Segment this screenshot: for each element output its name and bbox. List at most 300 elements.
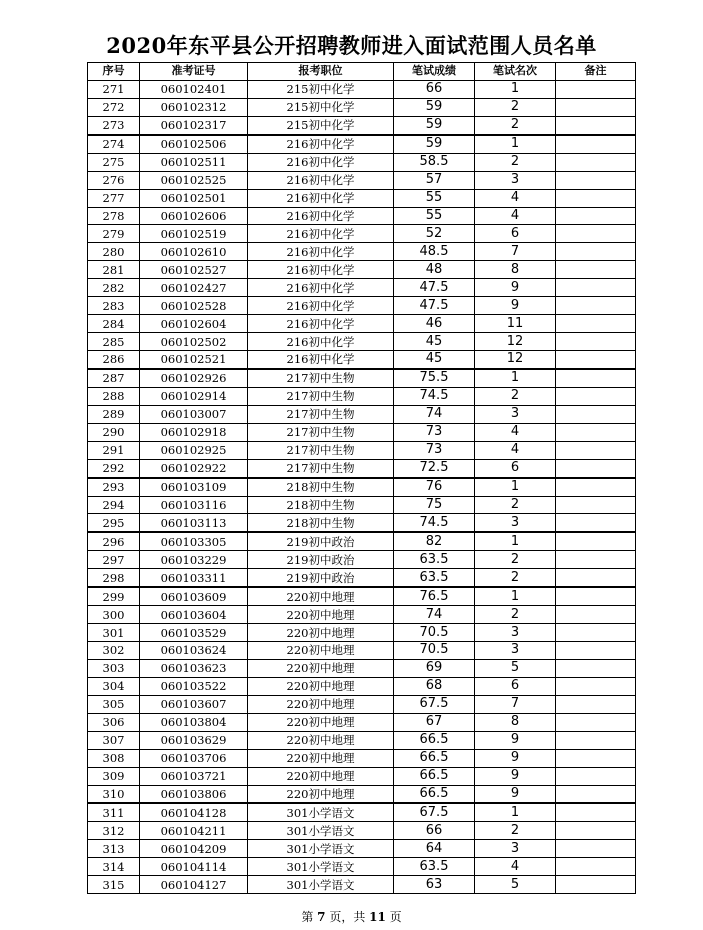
table-row <box>88 858 636 876</box>
cell-score: 48 <box>394 261 475 279</box>
cell-note <box>556 225 636 243</box>
cell-position: 220初中地理 <box>248 731 394 749</box>
cell-position: 216初中化学 <box>248 171 394 189</box>
cell-position: 215初中化学 <box>248 116 394 134</box>
cell-score: 76.5 <box>394 587 475 605</box>
cell-rank: 2 <box>475 496 556 514</box>
cell-note <box>556 713 636 731</box>
cell-note <box>556 369 636 387</box>
cell-note <box>556 441 636 459</box>
cell-note <box>556 514 636 532</box>
cell-position: 216初中化学 <box>248 207 394 225</box>
cell-rank: 3 <box>475 405 556 423</box>
table-row <box>88 642 636 660</box>
cell-position: 217初中生物 <box>248 459 394 477</box>
cell-exam-id: 060102502 <box>140 333 248 351</box>
cell-position: 216初中化学 <box>248 243 394 261</box>
cell-score: 63 <box>394 876 475 894</box>
cell-score: 46 <box>394 315 475 333</box>
cell-rank: 1 <box>475 532 556 550</box>
table-row <box>88 731 636 749</box>
cell-rank: 6 <box>475 677 556 695</box>
cell-position: 216初中化学 <box>248 351 394 369</box>
cell-exam-id: 060103311 <box>140 569 248 587</box>
cell-score: 74 <box>394 405 475 423</box>
cell-rank: 2 <box>475 606 556 624</box>
cell-position: 216初中化学 <box>248 135 394 153</box>
cell-seq: 280 <box>88 243 140 261</box>
cell-seq: 306 <box>88 713 140 731</box>
cell-rank: 7 <box>475 695 556 713</box>
cell-score: 66 <box>394 822 475 840</box>
table-row <box>88 135 636 153</box>
cell-position: 301小学语文 <box>248 840 394 858</box>
cell-score: 68 <box>394 677 475 695</box>
cell-rank: 1 <box>475 803 556 821</box>
cell-position: 220初中地理 <box>248 642 394 660</box>
table-row <box>88 695 636 713</box>
cell-position: 219初中政治 <box>248 532 394 550</box>
cell-note <box>556 731 636 749</box>
header-score: 笔试成绩 <box>394 63 475 81</box>
cell-rank: 9 <box>475 731 556 749</box>
cell-score: 70.5 <box>394 624 475 642</box>
cell-seq: 310 <box>88 785 140 803</box>
cell-exam-id: 060102525 <box>140 171 248 189</box>
cell-note <box>556 351 636 369</box>
cell-note <box>556 551 636 569</box>
cell-seq: 286 <box>88 351 140 369</box>
footer-prefix: 第 <box>301 910 318 924</box>
cell-position: 215初中化学 <box>248 98 394 116</box>
cell-seq: 272 <box>88 98 140 116</box>
cell-position: 301小学语文 <box>248 822 394 840</box>
cell-exam-id: 060102401 <box>140 80 248 98</box>
cell-note <box>556 587 636 605</box>
cell-seq: 309 <box>88 767 140 785</box>
table-row <box>88 369 636 387</box>
cell-score: 55 <box>394 189 475 207</box>
cell-position: 218初中生物 <box>248 496 394 514</box>
cell-seq: 299 <box>88 587 140 605</box>
cell-score: 64 <box>394 840 475 858</box>
cell-rank: 4 <box>475 423 556 441</box>
cell-score: 59 <box>394 98 475 116</box>
cell-seq: 308 <box>88 749 140 767</box>
table-row <box>88 459 636 477</box>
cell-exam-id: 060103109 <box>140 478 248 496</box>
table-row <box>88 207 636 225</box>
table-row <box>88 297 636 315</box>
cell-rank: 1 <box>475 478 556 496</box>
cell-score: 63.5 <box>394 569 475 587</box>
table-row <box>88 624 636 642</box>
cell-seq: 277 <box>88 189 140 207</box>
cell-score: 73 <box>394 441 475 459</box>
cell-rank: 11 <box>475 315 556 333</box>
cell-note <box>556 606 636 624</box>
cell-seq: 275 <box>88 153 140 171</box>
table-row <box>88 478 636 496</box>
cell-position: 220初中地理 <box>248 624 394 642</box>
cell-rank: 1 <box>475 369 556 387</box>
table-row <box>88 116 636 134</box>
cell-seq: 307 <box>88 731 140 749</box>
cell-score: 74 <box>394 606 475 624</box>
results-table <box>87 62 636 894</box>
cell-seq: 301 <box>88 624 140 642</box>
cell-position: 219初中政治 <box>248 551 394 569</box>
cell-seq: 305 <box>88 695 140 713</box>
table-row <box>88 532 636 550</box>
cell-position: 217初中生物 <box>248 369 394 387</box>
cell-exam-id: 060103007 <box>140 405 248 423</box>
cell-note <box>556 532 636 550</box>
cell-seq: 279 <box>88 225 140 243</box>
cell-note <box>556 207 636 225</box>
cell-position: 216初中化学 <box>248 189 394 207</box>
table-row <box>88 387 636 405</box>
table-row <box>88 659 636 677</box>
cell-position: 217初中生物 <box>248 423 394 441</box>
cell-exam-id: 060102604 <box>140 315 248 333</box>
cell-rank: 9 <box>475 767 556 785</box>
cell-score: 76 <box>394 478 475 496</box>
cell-exam-id: 060102519 <box>140 225 248 243</box>
table-row <box>88 351 636 369</box>
cell-exam-id: 060102528 <box>140 297 248 315</box>
cell-rank: 3 <box>475 840 556 858</box>
table-row <box>88 171 636 189</box>
cell-rank: 3 <box>475 624 556 642</box>
header-note: 备注 <box>556 63 636 81</box>
cell-seq: 273 <box>88 116 140 134</box>
table-row <box>88 261 636 279</box>
cell-position: 218初中生物 <box>248 478 394 496</box>
cell-score: 59 <box>394 116 475 134</box>
cell-exam-id: 060102925 <box>140 441 248 459</box>
cell-exam-id: 060103629 <box>140 731 248 749</box>
cell-seq: 302 <box>88 642 140 660</box>
header-seq: 序号 <box>88 63 140 81</box>
cell-note <box>556 677 636 695</box>
cell-exam-id: 060103623 <box>140 659 248 677</box>
table-row <box>88 243 636 261</box>
cell-position: 218初中生物 <box>248 514 394 532</box>
cell-score: 47.5 <box>394 279 475 297</box>
cell-note <box>556 767 636 785</box>
cell-position: 220初中地理 <box>248 695 394 713</box>
cell-note <box>556 496 636 514</box>
cell-rank: 9 <box>475 279 556 297</box>
footer-page-number: 7 <box>317 910 326 924</box>
cell-score: 75.5 <box>394 369 475 387</box>
cell-seq: 315 <box>88 876 140 894</box>
cell-note <box>556 171 636 189</box>
cell-exam-id: 060104114 <box>140 858 248 876</box>
cell-note <box>556 749 636 767</box>
cell-rank: 1 <box>475 587 556 605</box>
header-position: 报考职位 <box>248 63 394 81</box>
cell-rank: 8 <box>475 713 556 731</box>
cell-seq: 293 <box>88 478 140 496</box>
cell-note <box>556 785 636 803</box>
cell-note <box>556 423 636 441</box>
cell-seq: 298 <box>88 569 140 587</box>
cell-note <box>556 459 636 477</box>
cell-exam-id: 060102914 <box>140 387 248 405</box>
table-row <box>88 496 636 514</box>
cell-seq: 285 <box>88 333 140 351</box>
cell-rank: 5 <box>475 876 556 894</box>
cell-note <box>556 333 636 351</box>
cell-position: 217初中生物 <box>248 387 394 405</box>
cell-exam-id: 060103806 <box>140 785 248 803</box>
page-title: 2020年东平县公开招聘教师进入面试范围人员名单 <box>106 33 597 58</box>
table-row <box>88 441 636 459</box>
table-row <box>88 405 636 423</box>
cell-position: 301小学语文 <box>248 803 394 821</box>
cell-note <box>556 624 636 642</box>
cell-score: 74.5 <box>394 514 475 532</box>
cell-exam-id: 060102427 <box>140 279 248 297</box>
cell-note <box>556 189 636 207</box>
cell-score: 67 <box>394 713 475 731</box>
cell-exam-id: 060102926 <box>140 369 248 387</box>
cell-position: 217初中生物 <box>248 405 394 423</box>
cell-score: 69 <box>394 659 475 677</box>
cell-score: 67.5 <box>394 695 475 713</box>
cell-rank: 3 <box>475 642 556 660</box>
table-header-row <box>88 63 636 81</box>
cell-seq: 296 <box>88 532 140 550</box>
cell-rank: 3 <box>475 171 556 189</box>
cell-exam-id: 060102610 <box>140 243 248 261</box>
cell-score: 47.5 <box>394 297 475 315</box>
cell-score: 52 <box>394 225 475 243</box>
cell-note <box>556 695 636 713</box>
cell-note <box>556 315 636 333</box>
cell-position: 217初中生物 <box>248 441 394 459</box>
table-row <box>88 587 636 605</box>
table-row <box>88 822 636 840</box>
cell-score: 73 <box>394 423 475 441</box>
cell-position: 220初中地理 <box>248 659 394 677</box>
cell-position: 216初中化学 <box>248 153 394 171</box>
cell-position: 219初中政治 <box>248 569 394 587</box>
header-exam-id: 准考证号 <box>140 63 248 81</box>
cell-exam-id: 060104127 <box>140 876 248 894</box>
cell-rank: 4 <box>475 207 556 225</box>
table-row <box>88 551 636 569</box>
cell-score: 72.5 <box>394 459 475 477</box>
cell-exam-id: 060102317 <box>140 116 248 134</box>
cell-exam-id: 060102527 <box>140 261 248 279</box>
cell-position: 216初中化学 <box>248 225 394 243</box>
cell-position: 216初中化学 <box>248 297 394 315</box>
cell-note <box>556 387 636 405</box>
cell-rank: 2 <box>475 551 556 569</box>
cell-exam-id: 060103721 <box>140 767 248 785</box>
cell-position: 215初中化学 <box>248 80 394 98</box>
cell-score: 58.5 <box>394 153 475 171</box>
cell-rank: 6 <box>475 225 556 243</box>
cell-note <box>556 822 636 840</box>
table-row <box>88 279 636 297</box>
table-row <box>88 569 636 587</box>
table-row <box>88 785 636 803</box>
cell-position: 220初中地理 <box>248 767 394 785</box>
table-row <box>88 876 636 894</box>
cell-seq: 297 <box>88 551 140 569</box>
cell-seq: 287 <box>88 369 140 387</box>
cell-position: 220初中地理 <box>248 749 394 767</box>
cell-exam-id: 060102521 <box>140 351 248 369</box>
cell-rank: 6 <box>475 459 556 477</box>
cell-score: 75 <box>394 496 475 514</box>
cell-rank: 3 <box>475 514 556 532</box>
cell-position: 216初中化学 <box>248 279 394 297</box>
cell-seq: 290 <box>88 423 140 441</box>
cell-score: 57 <box>394 171 475 189</box>
cell-exam-id: 060103604 <box>140 606 248 624</box>
cell-position: 220初中地理 <box>248 606 394 624</box>
cell-exam-id: 060103113 <box>140 514 248 532</box>
cell-rank: 2 <box>475 569 556 587</box>
cell-exam-id: 060102606 <box>140 207 248 225</box>
page-footer <box>0 908 703 925</box>
cell-score: 63.5 <box>394 551 475 569</box>
footer-suffix: 页 <box>385 910 402 924</box>
cell-score: 66 <box>394 80 475 98</box>
cell-position: 301小学语文 <box>248 858 394 876</box>
cell-note <box>556 98 636 116</box>
table-row <box>88 606 636 624</box>
cell-rank: 1 <box>475 80 556 98</box>
cell-rank: 2 <box>475 822 556 840</box>
cell-rank: 4 <box>475 189 556 207</box>
cell-score: 82 <box>394 532 475 550</box>
cell-note <box>556 642 636 660</box>
cell-score: 74.5 <box>394 387 475 405</box>
cell-score: 70.5 <box>394 642 475 660</box>
table-row <box>88 153 636 171</box>
cell-score: 45 <box>394 351 475 369</box>
cell-note <box>556 279 636 297</box>
cell-rank: 9 <box>475 297 556 315</box>
cell-seq: 311 <box>88 803 140 821</box>
cell-exam-id: 060104209 <box>140 840 248 858</box>
cell-exam-id: 060102506 <box>140 135 248 153</box>
table-body <box>88 80 636 893</box>
cell-score: 55 <box>394 207 475 225</box>
cell-exam-id: 060103522 <box>140 677 248 695</box>
cell-seq: 274 <box>88 135 140 153</box>
cell-rank: 2 <box>475 98 556 116</box>
cell-rank: 1 <box>475 135 556 153</box>
cell-exam-id: 060102312 <box>140 98 248 116</box>
cell-seq: 291 <box>88 441 140 459</box>
table-row <box>88 315 636 333</box>
cell-rank: 2 <box>475 153 556 171</box>
cell-note <box>556 659 636 677</box>
cell-exam-id: 060102511 <box>140 153 248 171</box>
cell-seq: 276 <box>88 171 140 189</box>
cell-score: 67.5 <box>394 803 475 821</box>
cell-seq: 288 <box>88 387 140 405</box>
cell-rank: 2 <box>475 387 556 405</box>
cell-position: 216初中化学 <box>248 261 394 279</box>
cell-note <box>556 569 636 587</box>
table-row <box>88 423 636 441</box>
cell-seq: 303 <box>88 659 140 677</box>
cell-note <box>556 135 636 153</box>
footer-middle: 页，共 <box>325 910 370 924</box>
cell-seq: 294 <box>88 496 140 514</box>
cell-exam-id: 060102922 <box>140 459 248 477</box>
table-row <box>88 767 636 785</box>
cell-position: 220初中地理 <box>248 713 394 731</box>
cell-note <box>556 297 636 315</box>
table-row <box>88 189 636 207</box>
cell-rank: 8 <box>475 261 556 279</box>
cell-rank: 4 <box>475 441 556 459</box>
cell-position: 301小学语文 <box>248 876 394 894</box>
cell-position: 220初中地理 <box>248 785 394 803</box>
cell-exam-id: 060103529 <box>140 624 248 642</box>
table-row <box>88 840 636 858</box>
table-row <box>88 514 636 532</box>
cell-seq: 314 <box>88 858 140 876</box>
cell-exam-id: 060103804 <box>140 713 248 731</box>
cell-score: 63.5 <box>394 858 475 876</box>
table-row <box>88 80 636 98</box>
cell-seq: 289 <box>88 405 140 423</box>
cell-score: 66.5 <box>394 731 475 749</box>
cell-note <box>556 80 636 98</box>
cell-note <box>556 478 636 496</box>
cell-note <box>556 243 636 261</box>
cell-seq: 313 <box>88 840 140 858</box>
cell-note <box>556 858 636 876</box>
cell-seq: 282 <box>88 279 140 297</box>
cell-rank: 2 <box>475 116 556 134</box>
cell-seq: 278 <box>88 207 140 225</box>
table-row <box>88 225 636 243</box>
cell-position: 216初中化学 <box>248 333 394 351</box>
cell-seq: 281 <box>88 261 140 279</box>
cell-seq: 300 <box>88 606 140 624</box>
cell-exam-id: 060104128 <box>140 803 248 821</box>
cell-rank: 12 <box>475 333 556 351</box>
cell-rank: 9 <box>475 785 556 803</box>
cell-note <box>556 153 636 171</box>
cell-rank: 5 <box>475 659 556 677</box>
cell-note <box>556 876 636 894</box>
cell-seq: 284 <box>88 315 140 333</box>
cell-exam-id: 060103609 <box>140 587 248 605</box>
cell-exam-id: 060102918 <box>140 423 248 441</box>
table-row <box>88 749 636 767</box>
cell-note <box>556 803 636 821</box>
cell-note <box>556 840 636 858</box>
table-row <box>88 713 636 731</box>
table-row <box>88 803 636 821</box>
cell-seq: 312 <box>88 822 140 840</box>
cell-exam-id: 060103116 <box>140 496 248 514</box>
cell-score: 66.5 <box>394 785 475 803</box>
cell-note <box>556 116 636 134</box>
